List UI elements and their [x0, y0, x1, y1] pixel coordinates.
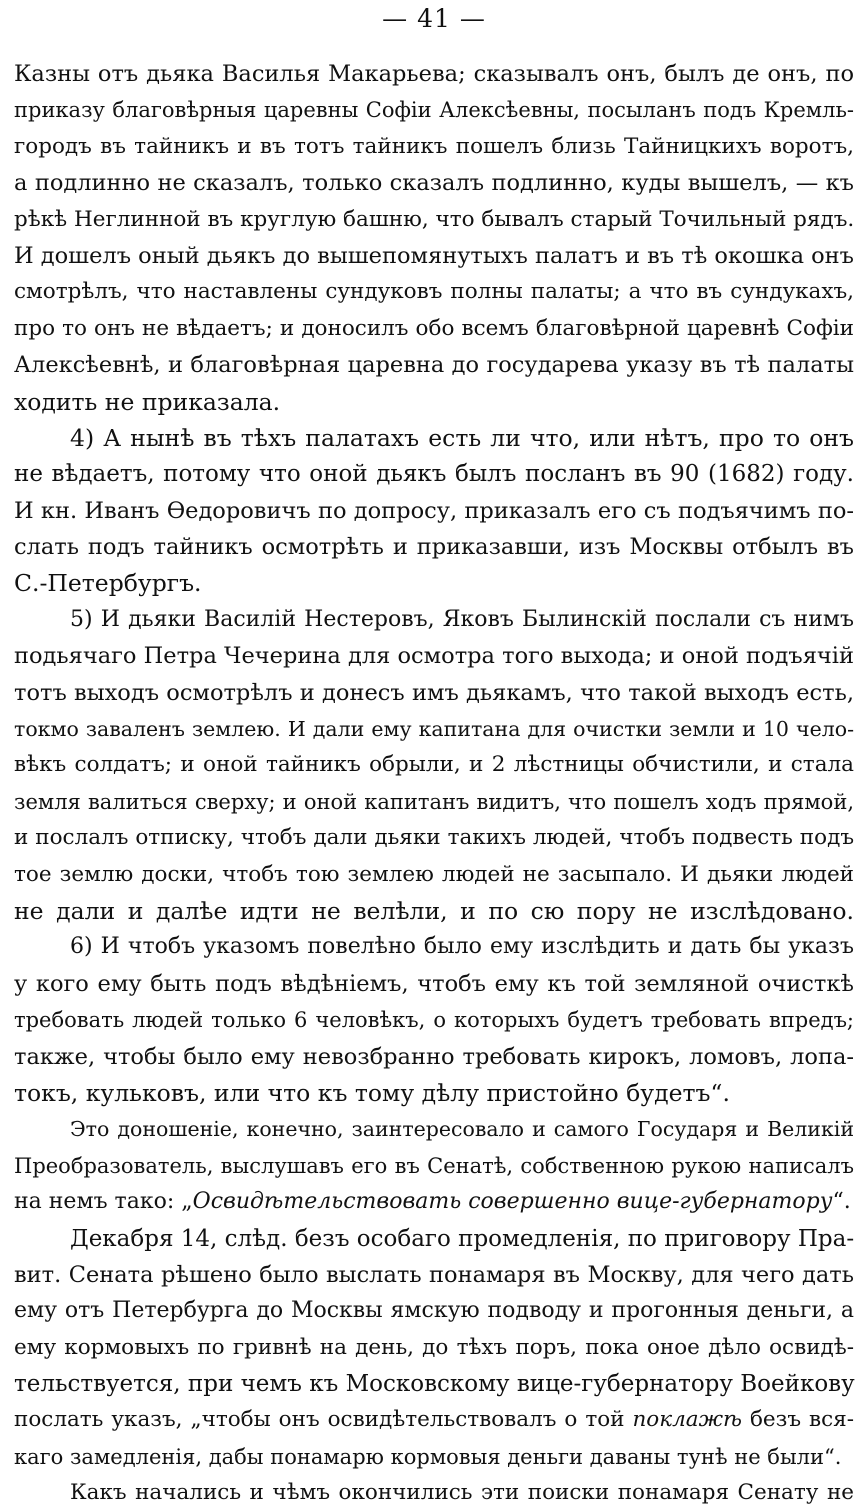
text-line: у кого ему быть подъ вѣдѣніемъ, чтобъ ему къ той земляной очисткѣ: [14, 970, 854, 997]
page-number: — 41 —: [382, 4, 486, 33]
text-line: вит. Сената рѣшено было выслать понамаря въ Москву, для чего дать: [14, 1261, 854, 1288]
text-line: И дошелъ оный дьякъ до вышепомянутыхъ палатъ и въ тѣ окошка онъ: [14, 242, 854, 269]
text-line: [14, 1402, 854, 1438]
text-line: Декабря 14, слѣд. безъ особаго промедленія, по приговору Пра-: [70, 1225, 855, 1252]
text-fragment: безъ вся-: [742, 1407, 854, 1433]
body-text: [14, 56, 854, 1512]
italic-word: поклажѣ: [632, 1407, 743, 1433]
text-line: Преобразователь, выслушавъ его въ Сенатѣ, собственною рукою написалъ: [14, 1153, 854, 1178]
text-line: Какъ начались и чѣмъ окончились эти поиски понамаря Сенату не: [70, 1480, 854, 1506]
text-line: 6) И чтобъ указомъ повелѣно было ему изслѣдить и дать бы указъ: [70, 934, 854, 960]
text-line: ему кормовыхъ по гривнѣ на день, до тѣхъ поръ, пока оное дѣло освидѣ-: [14, 1334, 854, 1360]
text-line: требовать людей только 6 человѣкъ, о которыхъ будетъ требовать впредъ;: [14, 1008, 854, 1033]
text-fragment: на немъ тако: „: [14, 1189, 193, 1215]
text-line: И кн. Иванъ Ѳедоровичъ по допросу, приказалъ его съ подъячимъ по-: [14, 497, 854, 524]
text-line: каго замедленія, дабы понамарю кормовыя деньги даваны тунѣ не были“.: [14, 1444, 842, 1469]
text-line: рѣкѣ Неглинной въ круглую башню, что бывалъ старый Точильный рядъ.: [14, 206, 855, 232]
text-line: городъ въ тайникъ и въ тотъ тайникъ пошелъ близь Тайницкихъ воротъ,: [14, 133, 854, 159]
text-line: вѣкъ солдатъ; и оной тайникъ обрыли, и 2 лѣстницы обчистили, и стала: [14, 752, 854, 778]
text-line: смотрѣлъ, что наставлены сундуковъ полны палаты; а что въ сундукахъ,: [14, 279, 854, 305]
text-line: Алексѣевнѣ, и благовѣрная царевна до государева указу въ тѣ палаты: [14, 352, 854, 379]
text-line: ему отъ Петербурга до Москвы ямскую подводу и прогонныя деньги, а: [14, 1298, 854, 1324]
text-line: также, чтобы было ему невозбранно требовать кирокъ, ломовъ, лопа-: [14, 1043, 854, 1070]
text-line: [14, 1184, 854, 1220]
text-line: а подлинно не сказалъ, только сказалъ подлинно, куды вышелъ, — къ: [14, 170, 854, 197]
text-fragment: “.: [832, 1189, 851, 1215]
text-line: С.-Петербургъ.: [14, 569, 202, 598]
italic-quote: Освидѣтельствовать совершенно вице-губернатору: [192, 1189, 833, 1215]
text-line: про то онъ не вѣдаетъ; и доносилъ обо всемъ благовѣрной царевнѣ Софіи: [14, 315, 854, 341]
text-line: тотъ выходъ осмотрѣлъ и донесъ имъ дьякамъ, что такой выходъ есть,: [14, 679, 854, 706]
text-fragment: послать указъ, „чтобы онъ освидѣтельствовалъ о той: [14, 1407, 633, 1433]
text-line: токмо заваленъ землею. И дали ему капитана для очистки земли и 10 чело-: [14, 717, 854, 742]
text-line: слать подъ тайникъ осмотрѣть и приказавши, изъ Москвы отбылъ въ: [14, 534, 854, 561]
text-line: земля валиться сверху; и оной капитанъ видитъ, что пошелъ ходъ прямой,: [14, 789, 854, 814]
text-line: Это доношеніе, конечно, заинтересовало и самого Государя и Великій: [70, 1117, 854, 1142]
text-line: приказу благовѣрныя царевны Софіи Алексѣевны, посыланъ подъ Кремль-: [14, 98, 854, 123]
text-line: 5) И дьяки Василій Нестеровъ, Яковъ Былинскій послали съ нимъ: [70, 606, 854, 632]
text-line: токъ, кульковъ, или что къ тому дѣлу пристойно будетъ“.: [14, 1078, 730, 1107]
text-line: подьячаго Петра Чечерина для осмотра того выхода; и оной подъячій: [14, 643, 854, 670]
text-line: 4) А нынѣ въ тѣхъ палатахъ есть ли что, или нѣтъ, про то онъ: [70, 423, 854, 452]
text-line: не вѣдаетъ, потому что оной дьякъ былъ посланъ въ 90 (1682) году.: [14, 461, 854, 488]
text-line: тельствуется, при чемъ къ Московскому вице-губернатору Воейкову: [14, 1371, 855, 1398]
text-line: Казны отъ дьяка Василья Макарьева; сказывалъ онъ, былъ де онъ, по: [14, 61, 854, 87]
text-line: тое землю доски, чтобъ тою землею людей не засыпало. И дьяки людей: [14, 861, 854, 887]
text-line: ходить не приказала.: [14, 387, 281, 416]
text-line: не дали и далѣе идти не велѣли, и по сю пору не изслѣдовано.: [14, 896, 854, 925]
text-line: и послалъ отписку, чтобъ дали дьяки такихъ людей, чтобъ подвесть подъ: [14, 825, 854, 851]
